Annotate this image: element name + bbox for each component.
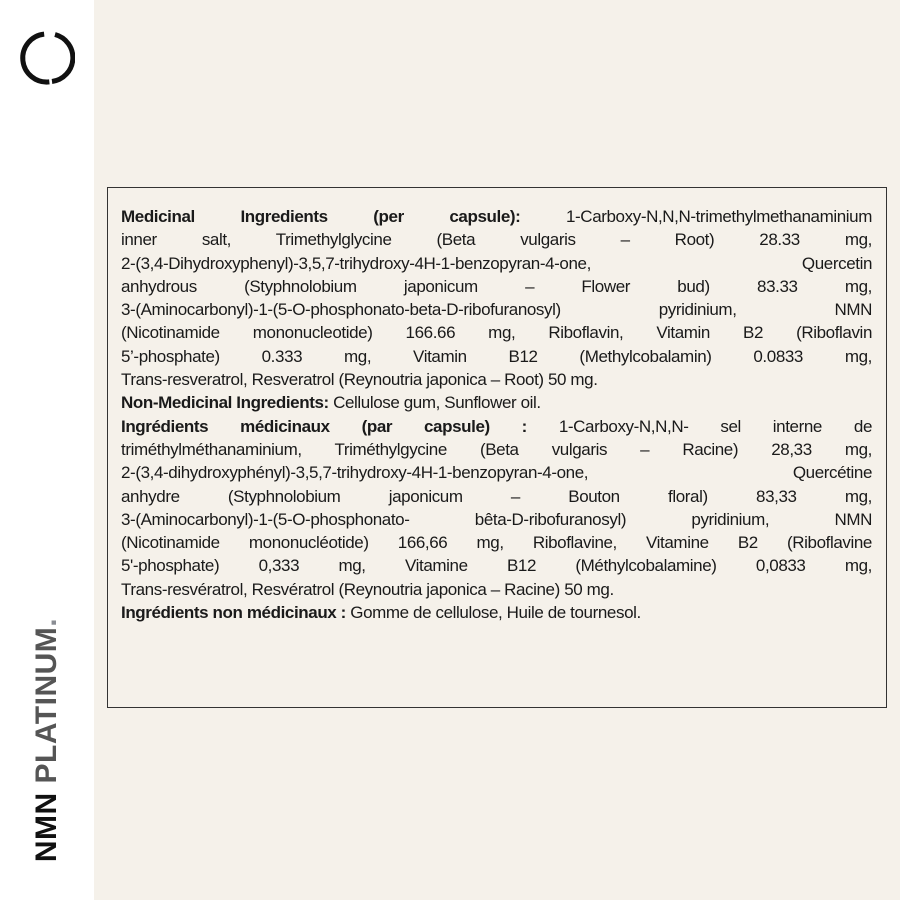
ingredients-text-run: (Nicotinamide mononucleotide) 166.66 mg, Riboflavin, Vitamin B2 (Riboflavin (121, 323, 872, 343)
ingredients-text-run: Trans-resveratrol, Resveratrol (Reynoutria japonica – Root) 50 mg. (121, 370, 598, 390)
ingredients-line (121, 228, 872, 251)
ingredients-text-run: 5’-phosphate) 0.333 mg, Vitamin B12 (Methylcobalamin) 0.0833 mg, (121, 346, 872, 366)
brand-wordmark (30, 618, 64, 862)
ingredients-line (121, 415, 872, 438)
brand-nmn: NMN (30, 792, 63, 863)
ingredients-text-run: 1-Carboxy-N,N,N-trimethylmethanaminium (520, 207, 872, 226)
ingredients-text-run: (Nicotinamide mononucléotide) 166,66 mg, Riboflavine, Vitamine B2 (Riboflavine (121, 533, 872, 553)
ingredients-line (121, 391, 872, 414)
ingredients-text (121, 205, 872, 624)
ingredients-line (121, 485, 872, 508)
ingredients-text-run: Gomme de cellulose, Huile de tournesol. (345, 603, 641, 623)
ingredients-line (121, 601, 872, 624)
ingredients-text-run: 3-(Aminocarbonyl)-1-(5-O-phosphonato- bêta-D-ribofuranosyl) pyridinium, NMN (121, 509, 872, 529)
ingredients-line (121, 205, 872, 228)
ingredients-line (121, 438, 872, 461)
brand-platinum: PLATINUM (30, 626, 63, 784)
ingredients-text-run: Cellulose gum, Sunflower oil. (328, 393, 541, 413)
ingredients-line (121, 578, 872, 601)
section-heading: Medicinal Ingredients (per capsule): (121, 207, 521, 226)
ingredients-line (121, 345, 872, 368)
ingredients-text-run: anhydre (Styphnolobium japonicum – Bouton floral) 83,33 mg, (121, 486, 872, 506)
ingredients-line (121, 275, 872, 298)
ingredients-text-run: 5'-phosphate) 0,333 mg, Vitamine B12 (Méthylcobalamine) 0,0833 mg, (121, 556, 872, 576)
section-heading: Ingrédients non médicinaux : (121, 603, 346, 623)
ingredients-line (121, 298, 872, 321)
ingredients-text-run: anhydrous (Styphnolobium japonicum – Flower bud) 83.33 mg, (121, 276, 872, 296)
ingredients-line (121, 508, 872, 531)
ingredients-panel (107, 187, 887, 708)
ingredients-line (121, 321, 872, 344)
ingredients-text-run: inner salt, Trimethylglycine (Beta vulgaris – Root) 28.33 mg, (121, 230, 872, 250)
ingredients-line (121, 554, 872, 577)
ingredients-line (121, 531, 872, 554)
ingredients-line (121, 461, 872, 484)
sidebar (0, 0, 94, 900)
ingredients-text-run: 1-Carboxy-N,N,N- sel interne de (526, 416, 872, 436)
ingredients-line (121, 368, 872, 391)
ingredients-text-run: 3-(Aminocarbonyl)-1-(5-O-phosphonato-beta-D-ribofuranosyl) pyridinium, NMN (121, 300, 872, 320)
ingredients-text-run: 2-(3,4-dihydroxyphényl)-3,5,7-trihydroxy-4H-1-benzopyran-4-one, Quercétine (121, 463, 872, 483)
ingredients-line (121, 252, 872, 275)
ingredients-text-run: triméthylméthanaminium, Triméthylgycine (Beta vulgaris – Racine) 28,33 mg, (121, 439, 872, 459)
section-heading: Non-Medicinal Ingredients: (121, 393, 329, 413)
section-heading: Ingrédients médicinaux (par capsule) : (121, 416, 527, 436)
brand-dot: . (30, 617, 63, 627)
ingredients-text-run: Trans-resvératrol, Resvératrol (Reynoutria japonica – Racine) 50 mg. (121, 579, 614, 599)
circle-logo-icon (19, 30, 75, 86)
ingredients-text-run: 2-(3,4-Dihydroxyphenyl)-3,5,7-trihydroxy-4H-1-benzopyran-4-one, Quercetin (121, 253, 872, 273)
